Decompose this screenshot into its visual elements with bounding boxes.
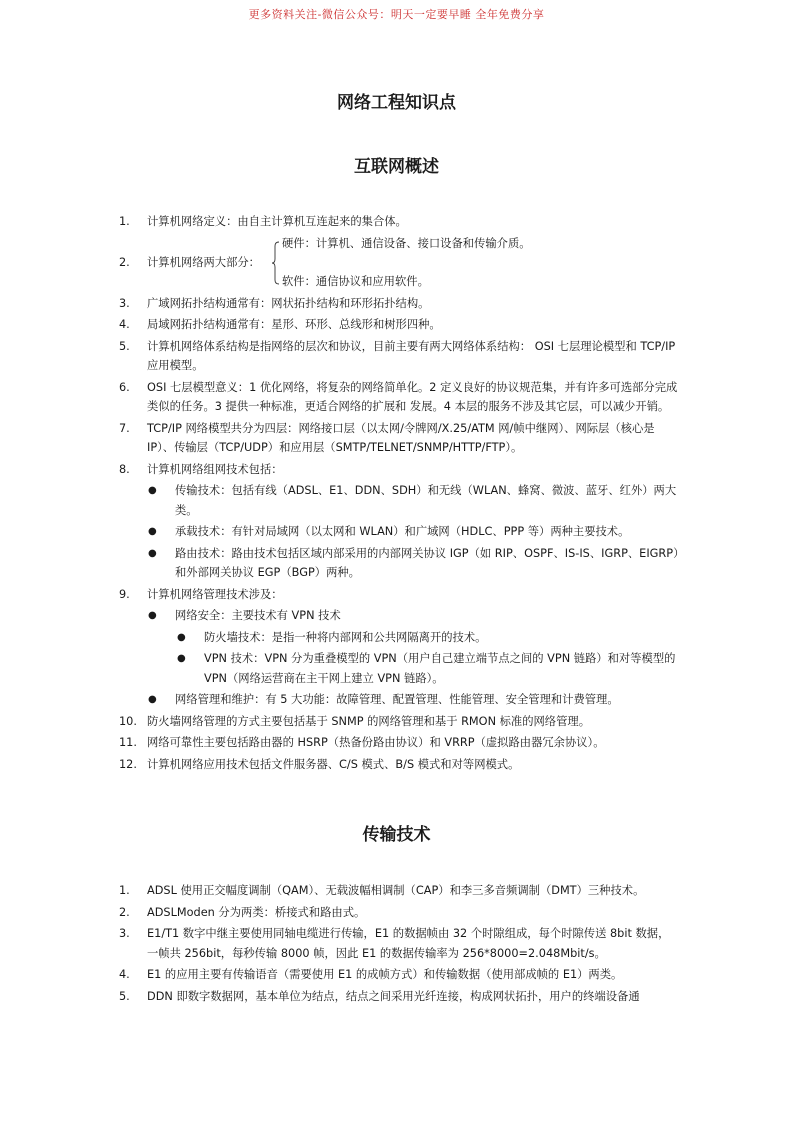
- item-text: E1/T1 数字中继主要使用同轴电缆进行传输，E1 的数据帧由 32 个时隙组成，每个时隙传送 8bit 数据，一帧共 256bit，每秒传输 8000 帧，因此 E1 的数据传输率为 256*8000=2.048Mbit/s。: [147, 927, 670, 960]
- item-number: 12.: [119, 757, 137, 771]
- hardware-text: 硬件：计算机、通信设备、接口设备和传输介质。: [282, 236, 531, 250]
- item-number: 7.: [119, 421, 130, 435]
- item-number: 6.: [119, 380, 130, 394]
- list-item: [119, 337, 679, 376]
- list-item: [119, 755, 679, 775]
- item-text: ADSLModen 分为两类：桥接式和路由式。: [147, 905, 366, 919]
- item-number: 2.: [119, 255, 130, 269]
- item-number: 1.: [119, 215, 130, 228]
- item-number: 4.: [119, 318, 130, 331]
- item-number: 9.: [119, 587, 130, 601]
- bullet-item: [119, 606, 679, 626]
- bullet-icon: ●: [148, 547, 157, 559]
- list-item: [119, 903, 679, 923]
- item-text: 广域网拓扑结构通常有：网状拓扑结构和环形拓扑结构。: [147, 296, 430, 310]
- list-item: [119, 378, 679, 417]
- software-text: 软件：通信协议和应用软件。: [282, 274, 429, 288]
- bullet-icon: ●: [148, 610, 157, 621]
- bullet-text: 网络安全：主要技术有 VPN 技术: [175, 609, 341, 622]
- bullet-icon: ●: [177, 653, 186, 664]
- list-item: [119, 294, 679, 314]
- item-number: 11.: [119, 736, 137, 749]
- item-text: 防火墙网络管理的方式主要包括基于 SNMP 的网络管理和基于 RMON 标准的网络管理。: [147, 714, 590, 728]
- sub-bullet-item: [119, 628, 679, 648]
- item-number: 5.: [119, 339, 130, 353]
- bullet-text: 路由技术：路由技术包括区域内部采用的内部网关协议 IGP（如 RIP、OSPF、IS-IS、IGRP、EIGRP）和外部网关协议 EGP（BGP）两种。: [175, 546, 679, 579]
- list-item: [119, 733, 679, 753]
- section-internet-overview-list: [119, 212, 679, 776]
- bullet-item: [119, 522, 679, 542]
- list-item: [119, 419, 679, 458]
- bullet-icon: ●: [148, 526, 157, 537]
- document-title: 网络工程知识点: [337, 93, 456, 113]
- list-item: [119, 460, 679, 480]
- list-item: [119, 212, 679, 232]
- item-text: TCP/IP 网络模型共分为四层：网络接口层（以太网/令牌网/X.25/ATM 网/帧中继网）、网际层（核心是 IP）、传输层（TCP/UDP）和应用层（SMTP/TELNET/SNMP/HTTP/FTP）。: [147, 421, 655, 454]
- item-number: 2.: [119, 905, 130, 919]
- bullet-text: 传输技术：包括有线（ADSL、E1、DDN、SDH）和无线（WLAN、蜂窝、微波、蓝牙、红外）两大类。: [175, 484, 677, 517]
- item-text: ADSL 使用正交幅度调制（QAM）、无载波幅相调制（CAP）和李三多音频调制（DMT）三种技术。: [147, 884, 645, 897]
- bullet-text: 网络管理和维护：有 5 大功能：故障管理、配置管理、性能管理、安全管理和计费管理。: [175, 693, 619, 706]
- bullet-text: 承载技术：有针对局域网（以太网和 WLAN）和广域网（HDLC、PPP 等）两种主要技术。: [175, 525, 630, 538]
- list-item: [119, 315, 679, 335]
- item-number: 4.: [119, 968, 130, 981]
- item-number: 5.: [119, 989, 130, 1003]
- list-item: [119, 585, 679, 605]
- sub-bullet-item: [119, 649, 679, 688]
- item-number: 1.: [119, 884, 130, 897]
- list-item: [119, 924, 679, 963]
- brace-icon: [272, 241, 280, 285]
- item-number: 3.: [119, 927, 130, 940]
- item-label: 计算机网络两大部分：: [147, 255, 260, 269]
- item-number: 3.: [119, 296, 130, 310]
- list-item: [119, 987, 679, 1007]
- item-number: 8.: [119, 462, 130, 476]
- item-text: 计算机网络组网技术包括：: [147, 462, 283, 476]
- item-text: 计算机网络应用技术包括文件服务器、C/S 模式、B/S 模式和对等网模式。: [147, 757, 520, 771]
- list-item: [119, 965, 679, 985]
- item-number: 10.: [119, 714, 137, 728]
- item-text: 计算机网络管理技术涉及：: [147, 587, 283, 601]
- bullet-text: 防火墙技术：是指一种将内部网和公共网隔离开的技术。: [204, 630, 487, 644]
- list-item: [119, 881, 679, 901]
- item-text: OSI 七层模型意义：1 优化网络，将复杂的网络简单化。2 定义良好的协议规范集，并有许多可选部分完成类似的任务。3 提供一种标准，更适合网络的扩展和 发展。4 本层的服务不涉及其它层，可以减少开销。: [147, 380, 678, 413]
- item-text: 计算机网络体系结构是指网络的层次和协议，目前主要有两大网络体系结构： OSI 七层理论模型和 TCP/IP 应用模型。: [147, 339, 676, 372]
- bullet-icon: ●: [177, 631, 186, 643]
- item-text: DDN 即数字数据网，基本单位为结点，结点之间采用光纤连接，构成网状拓扑，用户的终端设备通: [147, 989, 640, 1003]
- item-text: 局域网拓扑结构通常有：星形、环形、总线形和树形四种。: [147, 318, 441, 331]
- bullet-item: [119, 481, 679, 520]
- item-text: 网络可靠性主要包括路由器的 HSRP（热备份路由协议）和 VRRP（虚拟路由器冗余协议）。: [147, 736, 605, 749]
- item-text: E1 的应用主要有传输语音（需要使用 E1 的成帧方式）和传输数据（使用部成帧的 E1）两类。: [147, 968, 623, 981]
- list-item: [119, 712, 679, 732]
- bullet-icon: ●: [148, 694, 157, 705]
- bullet-text: VPN 技术：VPN 分为重叠模型的 VPN（用户自己建立端节点之间的 VPN 链路）和对等模型的 VPN（网络运营商在主干网上建立 VPN 链路）。: [204, 652, 676, 685]
- section-title-transmission: 传输技术: [362, 825, 431, 845]
- bullet-item: [119, 544, 679, 583]
- list-item-two-parts: [119, 234, 679, 292]
- item-text: 计算机网络定义：由自主计算机互连起来的集合体。: [147, 215, 407, 228]
- header-banner: 更多资料关注-微信公众号：明天一定要早睡 全年免费分享: [248, 8, 545, 21]
- bullet-icon: ●: [148, 485, 157, 496]
- section-title-internet-overview: 互联网概述: [354, 157, 439, 177]
- section-transmission-list: [119, 881, 679, 1008]
- bullet-item: [119, 690, 679, 710]
